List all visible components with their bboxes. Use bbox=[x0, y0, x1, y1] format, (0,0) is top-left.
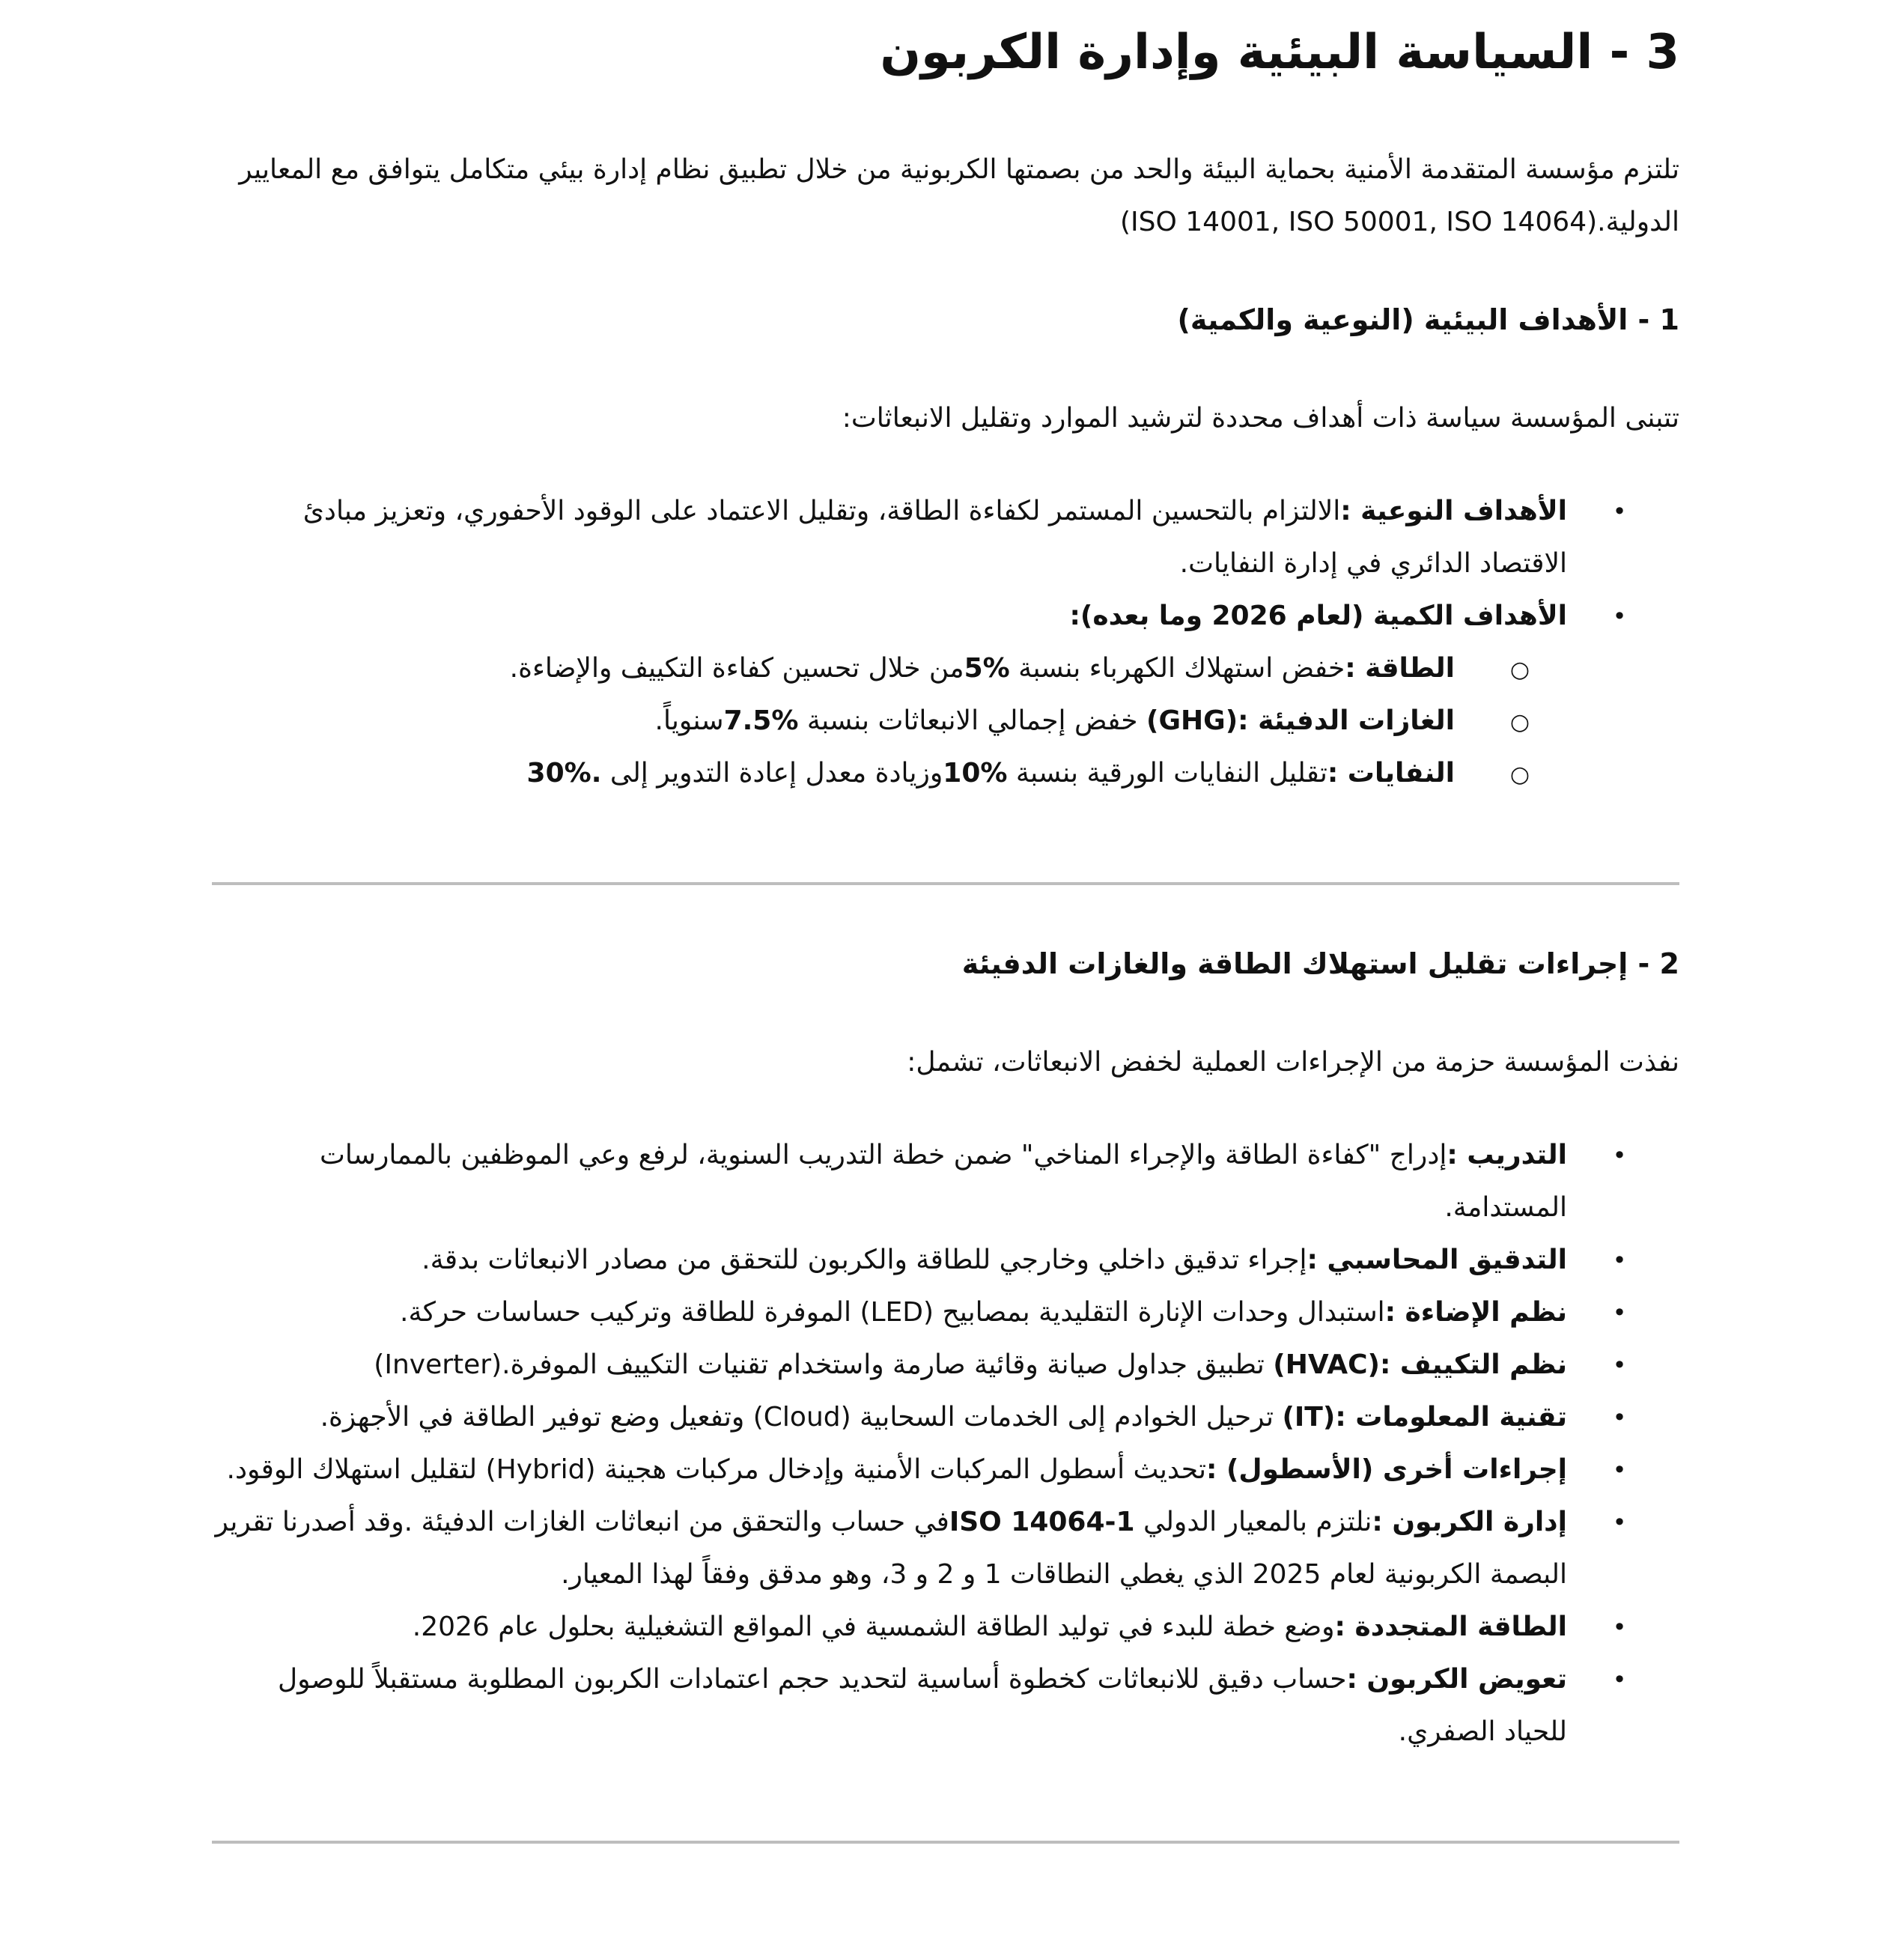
bullet-icon: • bbox=[1612, 1403, 1627, 1432]
item-label: إدارة الكربون : bbox=[1372, 1507, 1567, 1537]
section1-lead: تتبنى المؤسسة سياسة ذات أهداف محددة لترشيد الموارد وتقليل الانبعاثات: bbox=[842, 403, 1679, 434]
item-standard: ISO 14064-1 bbox=[949, 1507, 1135, 1537]
section2-bullet-list bbox=[212, 1129, 1679, 1758]
list-item bbox=[212, 1129, 1627, 1234]
item-text: تحديث أسطول المركبات الأمنية وإدخال مركبات هجينة (Hybrid) لتقليل استهلاك الوقود. bbox=[226, 1454, 1207, 1485]
circle-bullet-icon: ○ bbox=[1509, 657, 1530, 683]
item-text: استبدال وحدات الإنارة التقليدية بمصابيح (LED) الموفرة للطاقة وتركيب حساسات حركة. bbox=[400, 1297, 1385, 1328]
section-divider bbox=[212, 882, 1679, 885]
item-text: إدراج "كفاءة الطاقة والإجراء المناخي" ضمن خطة التدريب السنوية، لرفع وعي الموظفين بالممارسات المستدامة. bbox=[319, 1140, 1567, 1223]
bullet-icon: • bbox=[1612, 1456, 1627, 1484]
item-text: الالتزام بالتحسين المستمر لكفاءة الطاقة، وتقليل الاعتماد على الوقود الأحفوري، وتعزيز مبادئ الاقتصاد الدائري في إدارة النفايات. bbox=[302, 496, 1567, 579]
sub-item-text: خفض استهلاك الكهرباء بنسبة bbox=[1009, 653, 1345, 684]
sub-list-item bbox=[212, 695, 1530, 747]
sub-item-label: الغازات الدفيئة :(GHG) bbox=[1146, 705, 1455, 736]
circle-bullet-icon: ○ bbox=[1509, 709, 1530, 735]
item-label: التدريب : bbox=[1447, 1140, 1567, 1170]
sub-item-text: تقليل النفايات الورقية بنسبة bbox=[1007, 758, 1327, 789]
item-label: تعويض الكربون : bbox=[1346, 1664, 1567, 1695]
sub-item-label: النفايات : bbox=[1327, 758, 1455, 789]
list-item bbox=[212, 1601, 1627, 1653]
list-item bbox=[212, 1653, 1627, 1758]
sub-item-value: 5% bbox=[964, 653, 1010, 684]
item-text: تطبيق جداول صيانة وقائية صارمة واستخدام تقنيات التكييف الموفرة.(Inverter) bbox=[374, 1349, 1274, 1380]
item-label: الأهداف النوعية : bbox=[1340, 496, 1567, 526]
sub-item-value-2: 30%. bbox=[526, 758, 602, 789]
item-label: إجراءات أخرى (الأسطول) : bbox=[1206, 1454, 1567, 1485]
page-title: 3 - السياسة البيئية وإدارة الكربون bbox=[880, 25, 1679, 80]
list-item bbox=[212, 485, 1627, 590]
sub-item-text: من خلال تحسين كفاءة التكييف والإضاءة. bbox=[509, 653, 964, 684]
circle-bullet-icon: ○ bbox=[1509, 762, 1530, 788]
bullet-icon: • bbox=[1612, 1141, 1627, 1170]
section1-title: 1 - الأهداف البيئية (النوعية والكمية) bbox=[1177, 303, 1679, 336]
document-content bbox=[212, 15, 1679, 1844]
item-text: حساب دقيق للانبعاثات كخطوة أساسية لتحديد حجم اعتمادات الكربون المطلوبة مستقبلاً للوصول للحياد الصفري. bbox=[277, 1664, 1567, 1747]
list-item bbox=[212, 590, 1627, 800]
item-label: نظم التكييف :(HVAC) bbox=[1273, 1349, 1567, 1380]
sub-item-text: خفض إجمالي الانبعاثات بنسبة bbox=[798, 705, 1146, 736]
sub-item-text: وزيادة معدل إعادة التدوير إلى bbox=[601, 758, 943, 789]
section2 bbox=[212, 938, 1679, 1844]
bullet-icon: • bbox=[1612, 1665, 1627, 1694]
bullet-icon: • bbox=[1612, 497, 1627, 526]
sub-item-label: الطاقة : bbox=[1345, 653, 1455, 684]
bullet-icon: • bbox=[1612, 602, 1627, 631]
list-item bbox=[212, 1496, 1627, 1601]
item-text: إجراء تدقيق داخلي وخارجي للطاقة والكربون للتحقق من مصادر الانبعاثات بدقة. bbox=[422, 1245, 1307, 1275]
bullet-icon: • bbox=[1612, 1298, 1627, 1327]
list-item bbox=[212, 1287, 1627, 1339]
sub-list-item bbox=[212, 643, 1530, 695]
item-label: نظم الإضاءة : bbox=[1384, 1297, 1567, 1328]
section2-lead: نفذت المؤسسة حزمة من الإجراءات العملية لخفض الانبعاثات، تشمل: bbox=[907, 1047, 1679, 1078]
list-item bbox=[212, 1234, 1627, 1287]
bullet-icon: • bbox=[1612, 1246, 1627, 1275]
sub-item-value: 7.5% bbox=[723, 705, 799, 736]
list-item bbox=[212, 1391, 1627, 1444]
section-divider bbox=[212, 1841, 1679, 1844]
sub-item-text: سنوياً. bbox=[654, 705, 724, 736]
sub-list-item bbox=[212, 747, 1530, 800]
list-item bbox=[212, 1339, 1627, 1391]
bullet-icon: • bbox=[1612, 1613, 1627, 1641]
bullet-icon: • bbox=[1612, 1351, 1627, 1379]
item-label: تقنية المعلومات :(IT) bbox=[1282, 1402, 1567, 1433]
section1-bullet-list bbox=[212, 485, 1679, 800]
bullet-icon: • bbox=[1612, 1508, 1627, 1537]
item-label: الطاقة المتجددة : bbox=[1334, 1612, 1567, 1642]
item-text: في حساب والتحقق من انبعاثات الغازات الدفيئة .وقد أصدرنا تقرير البصمة الكربونية لعام 2025 الذي يغطي النطاقات 1 و 2 و 3، وهو مدقق وفقاً لهذا المعيار. bbox=[215, 1507, 1567, 1590]
list-item bbox=[212, 1444, 1627, 1496]
item-label: التدقيق المحاسبي : bbox=[1307, 1245, 1567, 1275]
section2-title: 2 - إجراءات تقليل استهلاك الطاقة والغازات الدفيئة bbox=[961, 947, 1679, 980]
sub-item-value: 10% bbox=[943, 758, 1008, 789]
item-text: وضع خطة للبدء في توليد الطاقة الشمسية في المواقع التشغيلية بحلول عام 2026. bbox=[412, 1612, 1335, 1642]
item-label: الأهداف الكمية (لعام 2026 وما بعده): bbox=[1069, 601, 1567, 631]
quantitative-sub-list bbox=[212, 643, 1567, 800]
intro-paragraph: تلتزم مؤسسة المتقدمة الأمنية بحماية البيئة والحد من بصمتها الكربونية من خلال تطبيق نظام إدارة بيئي متكامل يتوافق مع المعايير الدولية.(ISO 14001, ISO 50001, ISO 14064) bbox=[239, 154, 1679, 237]
item-text: نلتزم بالمعيار الدولي bbox=[1134, 1507, 1372, 1537]
item-text: ترحيل الخوادم إلى الخدمات السحابية (Cloud) وتفعيل وضع توفير الطاقة في الأجهزة. bbox=[320, 1402, 1283, 1433]
